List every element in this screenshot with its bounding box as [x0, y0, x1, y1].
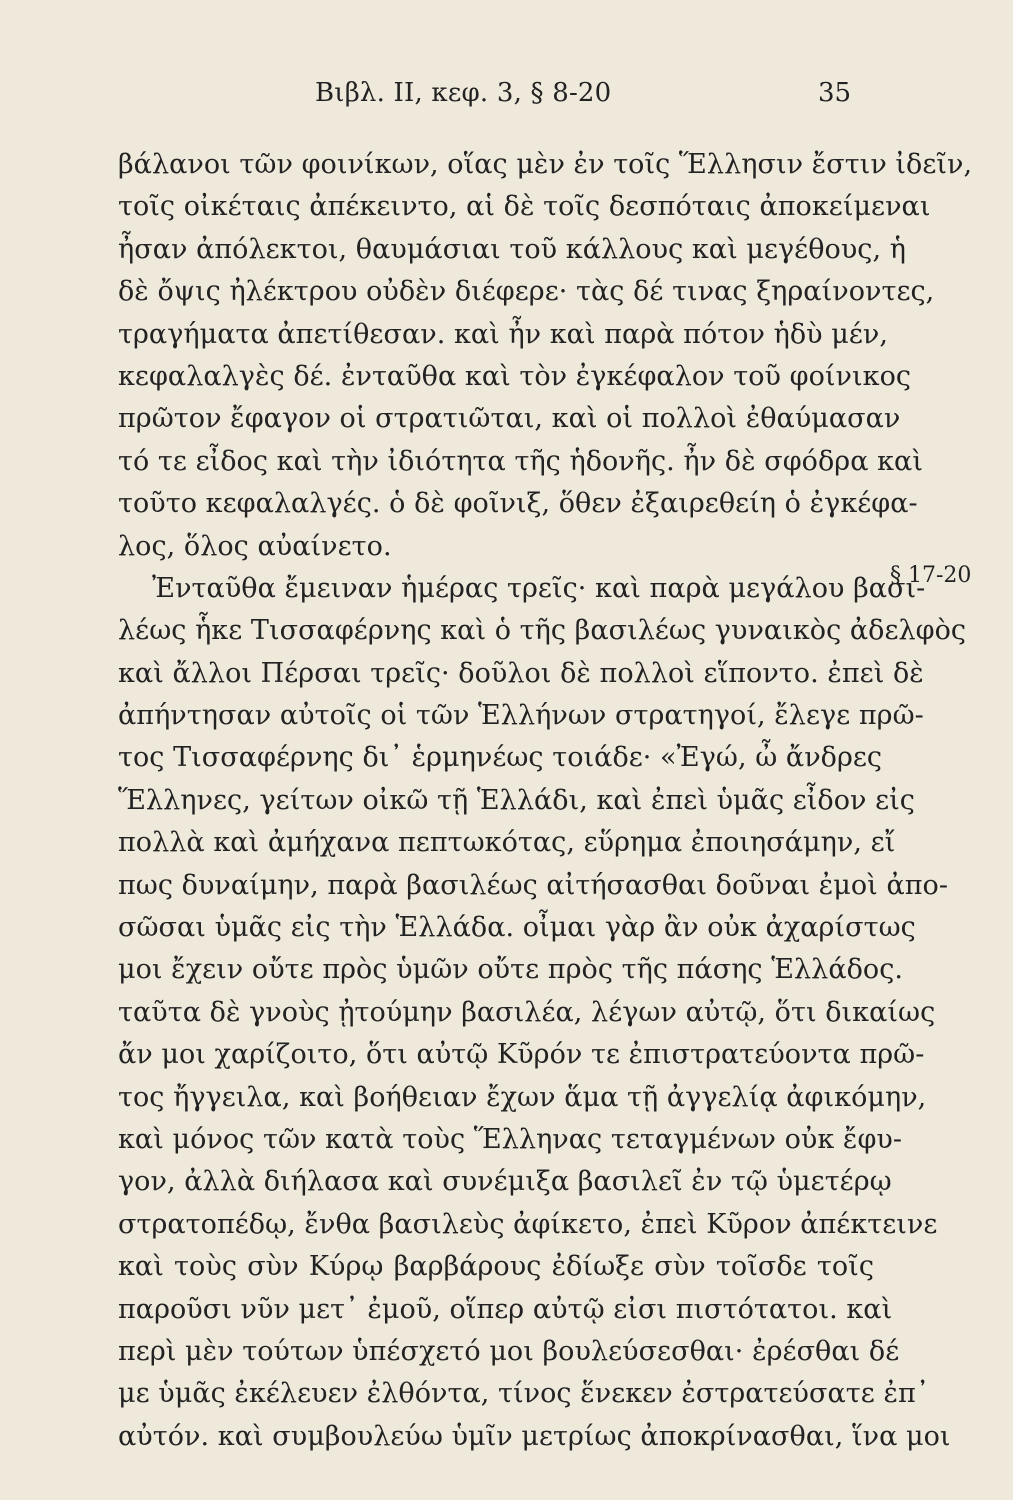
text-line: στρατοπέδῳ, ἔνθα βασιλεὺς ἀφίκετο, ἐπεὶ Κῦρον ἀπέκτεινε: [118, 1208, 938, 1240]
text-line: τος Τισσαφέρνης δι᾽ ἑρμηνέως τοιάδε· «Ἐγώ, ὦ ἄνδρες: [118, 742, 883, 774]
text-line: τοῦτο κεφαλαλγές. ὁ δὲ φοῖνιξ, ὅθεν ἐξαιρεθείη ὁ ἐγκέφα-: [118, 488, 918, 520]
paragraph-start-line: Ἐνταῦθα ἔμειναν ἡμέρας τρεῖς· καὶ παρὰ μεγάλου βασι-: [152, 572, 926, 604]
text-line: ταῦτα δὲ γνοὺς ᾐτούμην βασιλέα, λέγων αὐτῷ, ὅτι δικαίως: [118, 996, 936, 1028]
text-line: σῶσαι ὑμᾶς εἰς τὴν Ἑλλάδα. οἶμαι γὰρ ἂν οὐκ ἀχαρίστως: [118, 912, 916, 944]
text-line: τραγήματα ἀπετίθεσαν. καὶ ἦν καὶ παρὰ πότον ἡδὺ μέν,: [118, 318, 889, 350]
section-margin-note: § 17-20: [890, 563, 972, 588]
text-line: αὐτόν. καὶ συμβουλεύω ὑμῖν μετρίως ἀποκρίνασθαι, ἵνα μοι: [118, 1420, 951, 1452]
text-line: πως δυναίμην, παρὰ βασιλέως αἰτήσασθαι δοῦναι ἐμοὶ ἀπο-: [118, 869, 949, 901]
text-line: γον, ἀλλὰ διήλασα καὶ συνέμιξα βασιλεῖ ἐν τῷ ὑμετέρῳ: [118, 1166, 892, 1198]
text-line: δὲ ὄψις ἠλέκτρου οὐδὲν διέφερε· τὰς δέ τινας ξηραίνοντες,: [118, 276, 935, 308]
running-head: [0, 78, 1013, 122]
text-line: ἄν μοι χαρίζοιτο, ὅτι αὐτῷ Κῦρόν τε ἐπιστρατεύοντα πρῶ-: [118, 1039, 925, 1071]
text-line: παροῦσι νῦν μετ᾽ ἐμοῦ, οἵπερ αὐτῷ εἰσι πιστότατοι. καὶ: [118, 1293, 893, 1325]
text-line: κεφαλαλγὲς δέ. ἐνταῦθα καὶ τὸν ἐγκέφαλον τοῦ φοίνικος: [118, 360, 912, 392]
text-line: τος ἤγγειλα, καὶ βοήθειαν ἔχων ἅμα τῇ ἀγγελίᾳ ἀφικόμην,: [118, 1081, 927, 1113]
paragraph-end-line: λος, ὅλος αὐαίνετο.: [118, 530, 392, 562]
running-title: Βιβλ. II, κεφ. 3, § 8-20: [315, 78, 612, 108]
text-line: με ὑμᾶς ἐκέλευεν ἐλθόντα, τίνος ἕνεκεν ἐστρατεύσατε ἐπ᾽: [118, 1378, 930, 1410]
text-line: καὶ μόνος τῶν κατὰ τοὺς Ἕλληνας τεταγμένων οὐκ ἔφυ-: [118, 1123, 903, 1155]
text-line: πρῶτον ἔφαγον οἱ στρατιῶται, καὶ οἱ πολλοὶ ἐθαύμασαν: [118, 403, 901, 435]
text-line: λέως ἧκε Τισσαφέρνης καὶ ὁ τῆς βασιλέως γυναικὸς ἀδελφὸς: [118, 615, 967, 647]
text-line: τό τε εἶδος καὶ τὴν ἰδιότητα τῆς ἡδονῆς. ἦν δὲ σφόδρα καὶ: [118, 445, 923, 477]
text-line: καὶ τοὺς σὺν Κύρῳ βαρβάρους ἐδίωξε σὺν τοῖσδε τοῖς: [118, 1251, 874, 1283]
text-line: πολλὰ καὶ ἀμήχανα πεπτωκότας, εὕρημα ἐποιησάμην, εἴ: [118, 827, 896, 859]
text-line: καὶ ἄλλοι Πέρσαι τρεῖς· δοῦλοι δὲ πολλοὶ εἵποντο. ἐπεὶ δὲ: [118, 657, 924, 689]
text-line: Ἕλληνες, γείτων οἰκῶ τῇ Ἑλλάδι, καὶ ἐπεὶ ὑμᾶς εἶδον εἰς: [118, 784, 915, 816]
text-line: ἀπήντησαν αὐτοῖς οἱ τῶν Ἑλλήνων στρατηγοί, ἔλεγε πρῶ-: [118, 700, 924, 732]
text-line: ἦσαν ἀπόλεκτοι, θαυμάσιαι τοῦ κάλλους καὶ μεγέθους, ἡ: [118, 233, 906, 265]
text-line: τοῖς οἰκέταις ἀπέκειντο, αἱ δὲ τοῖς δεσπόταις ἀποκείμεναι: [118, 191, 931, 223]
text-line: περὶ μὲν τούτων ὑπέσχετό μοι βουλεύσεσθαι· ἐρέσθαι δέ: [118, 1335, 900, 1367]
text-line: βάλανοι τῶν φοινίκων, οἵας μὲν ἐν τοῖς Ἕλλησιν ἔστιν ἰδεῖν,: [118, 149, 973, 180]
text-line: μοι ἔχειν οὔτε πρὸς ὑμῶν οὔτε πρὸς τῆς πάσης Ἑλλάδος.: [118, 954, 904, 986]
page-number: 35: [818, 78, 852, 108]
